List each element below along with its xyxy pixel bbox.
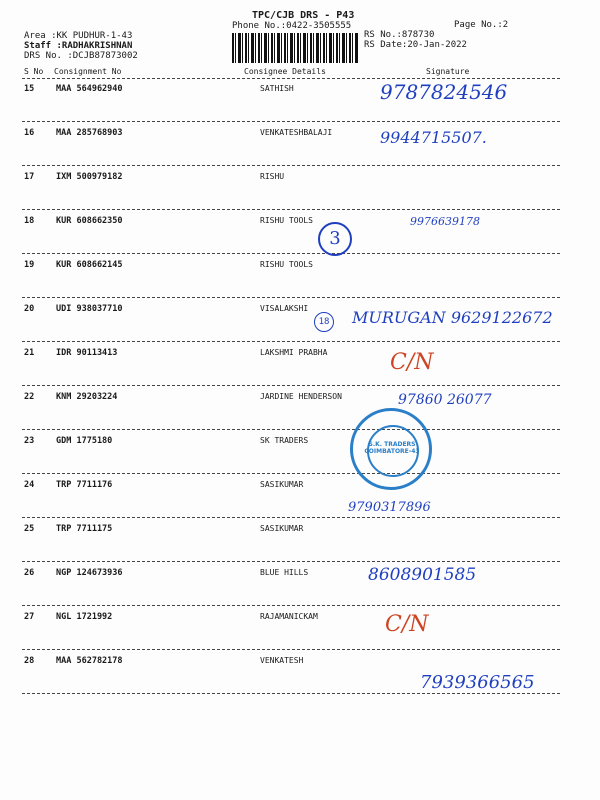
row-consignment-no: IDR 90113413 <box>56 348 118 358</box>
row-consignment-no: NGP 124673936 <box>56 568 123 578</box>
handwritten-signature: 7939366565 <box>420 672 535 693</box>
row-divider <box>22 561 560 562</box>
row-sno: 27 <box>24 612 35 622</box>
row-divider <box>22 693 560 694</box>
row-consignee-name: RISHU TOOLS <box>260 216 313 225</box>
handwritten-signature: 9976639178 <box>410 215 480 228</box>
circled-annotation: 18 <box>314 312 334 332</box>
handwritten-signature: 9787824546 <box>380 80 508 104</box>
header-drs-no: DRS No. :DCJB87873002 <box>24 51 138 61</box>
row-divider <box>22 209 560 210</box>
divider <box>22 78 560 79</box>
row-consignment-no: KUR 608662350 <box>56 216 123 226</box>
row-consignee-name: VISALAKSHI <box>260 304 309 313</box>
row-consignment-no: TRP 7711176 <box>56 480 113 490</box>
row-consignment-no: KNM 29203224 <box>56 392 118 402</box>
row-consignee-name: LAKSHMI PRABHA <box>260 348 328 357</box>
row-consignee-name: SASIKUMAR <box>260 524 304 533</box>
row-divider <box>22 517 560 518</box>
circled-annotation: 3 <box>318 222 352 256</box>
handwritten-signature: 9790317896 <box>348 500 431 515</box>
row-sno: 28 <box>24 656 35 666</box>
handwritten-signature: MURUGAN 9629122672 <box>352 308 553 327</box>
row-consignee-name: JARDINE HENDERSON <box>260 392 342 401</box>
row-sno: 17 <box>24 172 35 182</box>
row-consignee-name: BLUE HILLS <box>260 568 309 577</box>
row-sno: 15 <box>24 84 35 94</box>
row-consignee-name: RAJAMANICKAM <box>260 612 318 621</box>
row-sno: 20 <box>24 304 35 314</box>
row-sno: 18 <box>24 216 35 226</box>
row-consignee-name: RISHU TOOLS <box>260 260 313 269</box>
header-area: Area :KK PUDHUR-1-43 <box>24 31 133 41</box>
barcode <box>232 33 358 63</box>
header-title: TPC/CJB DRS - P43 <box>252 10 355 21</box>
company-stamp <box>350 408 432 490</box>
row-divider <box>22 341 560 342</box>
row-consignment-no: MAA 562782178 <box>56 656 123 666</box>
header-phone: Phone No.:0422-3505555 <box>232 21 352 31</box>
row-divider <box>22 429 560 430</box>
row-divider <box>22 297 560 298</box>
cn-handwritten-mark: C/N <box>385 612 429 637</box>
row-consignment-no: IXM 500979182 <box>56 172 123 182</box>
row-divider <box>22 385 560 386</box>
col-consignee: Consignee Details <box>244 67 326 76</box>
row-divider <box>22 649 560 650</box>
handwritten-signature: 97860 26077 <box>398 392 492 408</box>
row-consignee-name: SASIKUMAR <box>260 480 304 489</box>
row-consignment-no: NGL 1721992 <box>56 612 113 622</box>
row-sno: 16 <box>24 128 35 138</box>
row-divider <box>22 121 560 122</box>
row-divider <box>22 473 560 474</box>
header-rs-date: RS Date:20-Jan-2022 <box>364 40 467 50</box>
row-divider <box>22 253 560 254</box>
stamp-text: S.K. TRADERS COIMBATORE-43 <box>364 441 420 455</box>
row-consignment-no: GDM 1775180 <box>56 436 113 446</box>
header-page: Page No.:2 <box>454 20 509 30</box>
row-divider <box>22 605 560 606</box>
row-consignment-no: KUR 608662145 <box>56 260 123 270</box>
row-consignee-name: VENKATESHBALAJI <box>260 128 333 137</box>
row-sno: 22 <box>24 392 35 402</box>
handwritten-signature: 9944715507. <box>380 128 487 147</box>
row-divider <box>22 165 560 166</box>
row-sno: 23 <box>24 436 35 446</box>
col-sno: S No <box>24 67 44 76</box>
col-consignment: Consignment No <box>54 67 122 76</box>
row-sno: 26 <box>24 568 35 578</box>
cn-handwritten-mark: C/N <box>390 350 434 375</box>
row-consignment-no: UDI 938037710 <box>56 304 123 314</box>
header-staff: Staff :RADHAKRISHNAN <box>24 41 133 51</box>
row-sno: 25 <box>24 524 35 534</box>
row-consignment-no: TRP 7711175 <box>56 524 113 534</box>
col-signature: Signature <box>426 67 470 76</box>
header-rs-no: RS No.:878730 <box>364 30 435 40</box>
row-sno: 24 <box>24 480 35 490</box>
row-consignee-name: SATHISH <box>260 84 294 93</box>
row-sno: 19 <box>24 260 35 270</box>
row-sno: 21 <box>24 348 35 358</box>
row-consignee-name: SK TRADERS <box>260 436 309 445</box>
row-consignee-name: VENKATESH <box>260 656 304 665</box>
row-consignee-name: RISHU <box>260 172 285 181</box>
row-consignment-no: MAA 564962940 <box>56 84 123 94</box>
row-consignment-no: MAA 285768903 <box>56 128 123 138</box>
handwritten-signature: 8608901585 <box>368 565 477 585</box>
